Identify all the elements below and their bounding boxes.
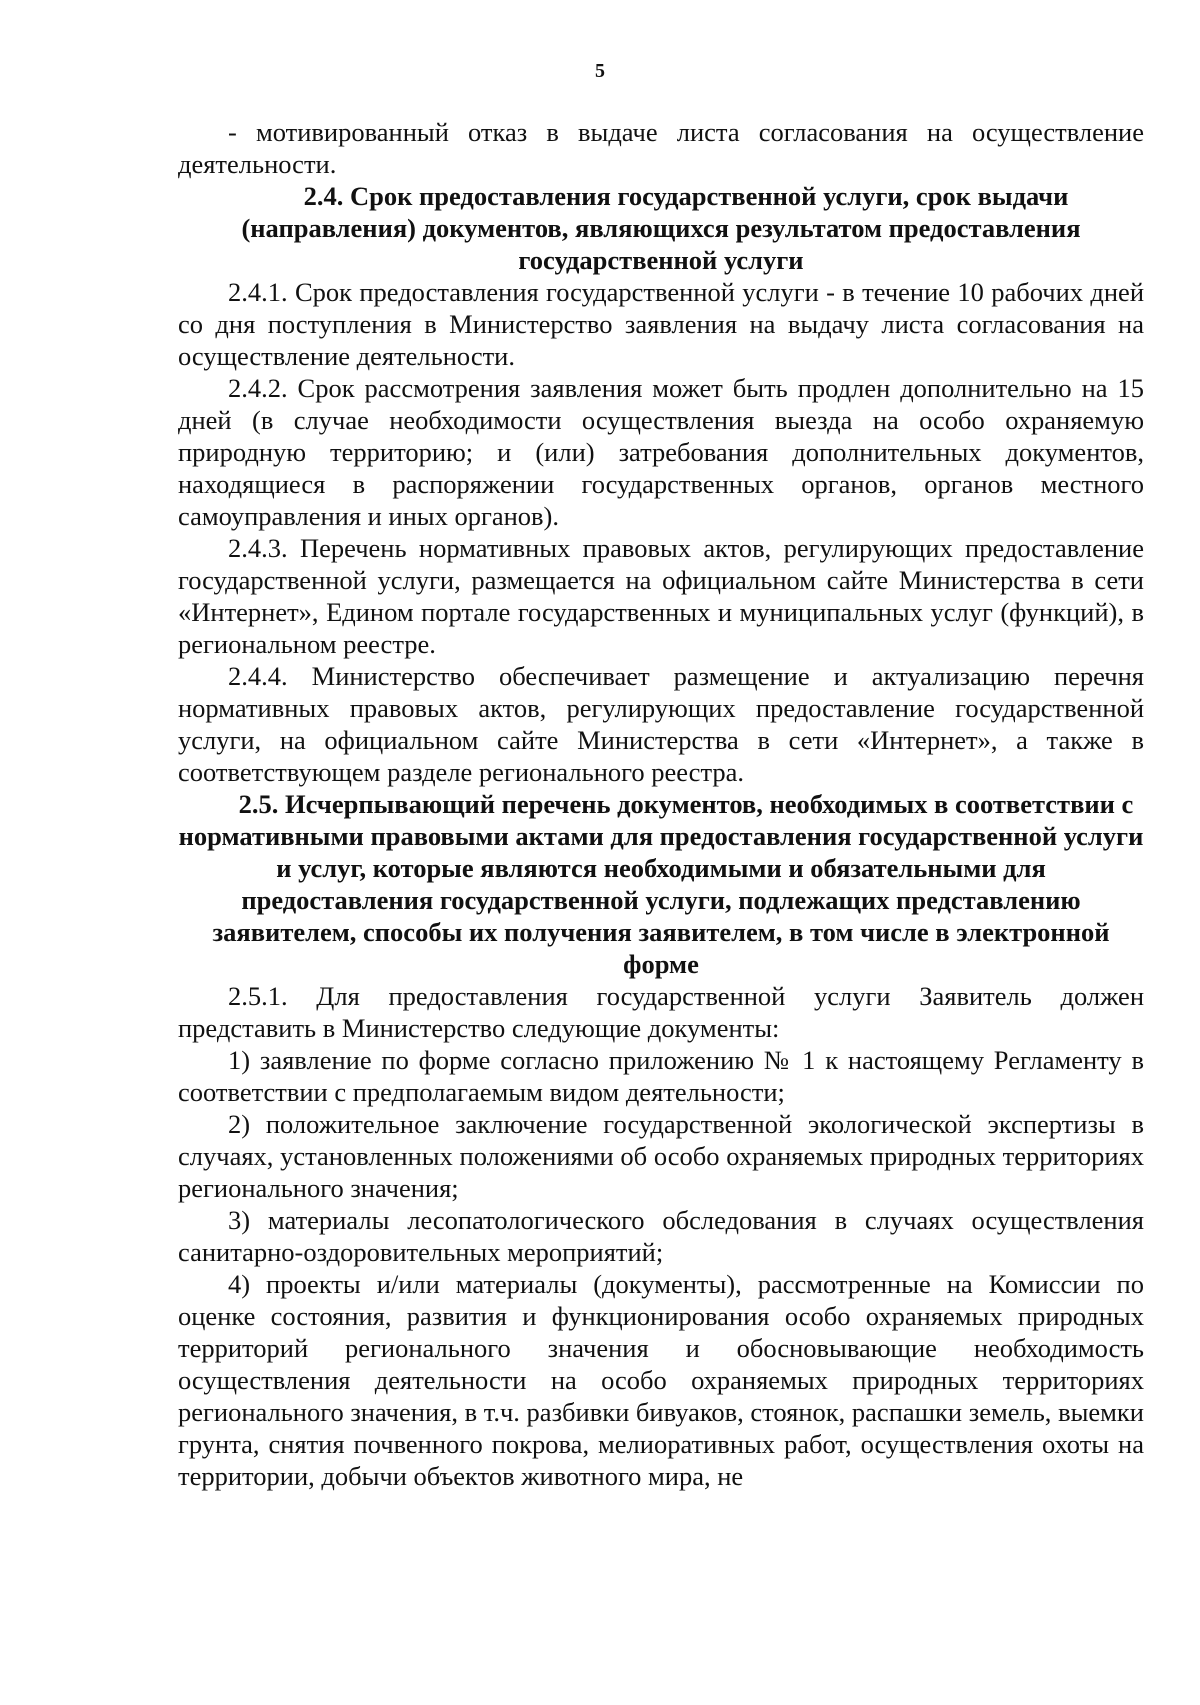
paragraph-2-4-4: 2.4.4. Министерство обеспечивает размещение и актуализацию перечня нормативных правовых актов, регулирующих предоставление государственной услуги, на официальном сайте Министерства в сети «Интернет», а также в соответствующем разделе регионального реестра. [178, 661, 1144, 787]
paragraph-2-5-1: 2.5.1. Для предоставления государственной услуги Заявитель должен представить в Министерство следующие документы: [178, 981, 1144, 1043]
lead-paragraph: - мотивированный отказ в выдаче листа согласования на осуществление деятельности. [178, 117, 1144, 179]
paragraph-2-4-1: 2.4.1. Срок предоставления государственной услуги - в течение 10 рабочих дней со дня поступления в Министерство заявления на выдачу листа согласования на осуществление деятельности. [178, 277, 1144, 371]
list-item-3: 3) материалы лесопатологического обследования в случаях осуществления санитарно-оздоровительных мероприятий; [178, 1205, 1144, 1267]
paragraph-2-4-2: 2.4.2. Срок рассмотрения заявления может быть продлен дополнительно на 15 дней (в случае необходимости осуществления выезда на особо охраняемую природную территорию; и (или) затребования дополнительных документов, находящиеся в распоряжении государственных органов, органов местного самоуправления и иных органов). [178, 373, 1144, 531]
list-item-4: 4) проекты и/или материалы (документы), рассмотренные на Комиссии по оценке состояния, развития и функционирования особо охраняемых природных территорий регионального значения и обосновывающие необходимость осуществления деятельности на особо охраняемых природных территориях регионального значения, в т.ч. разбивки бивуаков, стоянок, распашки земель, выемки грунта, снятия почвенного покрова, мелиоративных работ, осуществления охоты на территории, добычи объектов животного мира, не [178, 1269, 1144, 1491]
list-item-2: 2) положительное заключение государственной экологической экспертизы в случаях, установленных положениями об особо охраняемых природных территориях регионального значения; [178, 1109, 1144, 1203]
section-2-4-heading: 2.4. Срок предоставления государственной услуги, срок выдачи (направления) документов, являющихся результатом предоставления государственной услуги [241, 181, 1081, 275]
document-body [178, 116, 1144, 1492]
list-item-1: 1) заявление по форме согласно приложению № 1 к настоящему Регламенту в соответствии с предполагаемым видом деятельности; [178, 1045, 1144, 1107]
page-number: 5 [595, 60, 605, 82]
section-2-5-heading: 2.5. Исчерпывающий перечень документов, необходимых в соответствии с нормативными правовыми актами для предоставления государственной услуги и услуг, которые являются необходимыми и обязательными для предоставления государственной услуги, подлежащих представлению заявителем, способы их получения заявителем, в том числе в электронной форме [178, 789, 1144, 979]
paragraph-2-4-3: 2.4.3. Перечень нормативных правовых актов, регулирующих предоставление государственной услуги, размещается на официальном сайте Министерства в сети «Интернет», Едином портале государственных и муниципальных услуг (функций), в региональном реестре. [178, 533, 1144, 659]
